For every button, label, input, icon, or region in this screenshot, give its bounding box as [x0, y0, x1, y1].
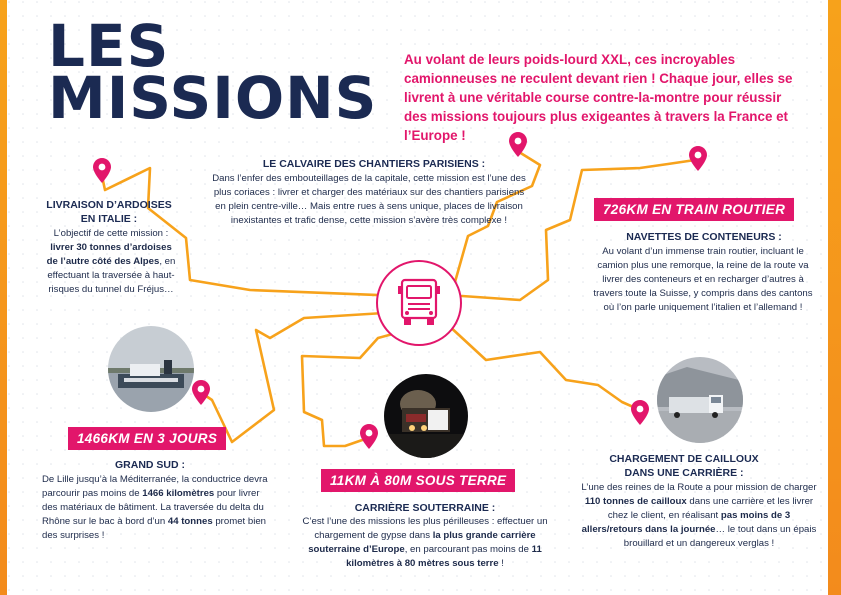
quarry-truck-photo: [657, 357, 743, 443]
title-line-missions: MISSIONS: [48, 64, 378, 132]
page-title: [48, 12, 378, 132]
mission-italie-heading: LIVRAISON D’ARDOISES EN ITALIE :: [46, 199, 172, 225]
mission-sud-heading: GRAND SUD :: [115, 459, 185, 471]
sud-distance-banner: 1466KM EN 3 JOURS: [68, 427, 226, 450]
underground-quarry-photo: [384, 374, 468, 458]
mission-sud-text: De Lille jusqu’à la Méditerranée, la conductrice devra parcourir pas moins de 1466 kilomètres pour livrer des matériaux de bâtiment. La traversée du delta du Rhône sur le bac à bord d’un 44 tonnes promet bien des surprises !: [42, 474, 268, 541]
mission-cailloux-text: L’une des reines de la Route a pour mission de charger 110 tonnes de cailloux dans une carrière et les livrer chez le client, en réalisant pas moins de 3 allers/retours dans la journée… le tout dans un épais brouillard et un dangereux verglas !: [581, 482, 817, 549]
title-line-les: LES: [48, 12, 170, 80]
truck-icon: [372, 256, 466, 350]
map-pin-icon: [689, 146, 707, 171]
mission-paris-text: Dans l’enfer des embouteillages de la capitale, cette mission est l’une des plus coriaces : livrer et charger des matériaux sur des chantiers parisiens en plein centre-ville… Mais entre rues à sens unique, places de livraison inexistantes et trafic dense, cette mission s’avère très complexe !: [212, 173, 526, 226]
ferry-photo: [108, 326, 194, 412]
mission-paris-heading: LE CALVAIRE DES CHANTIERS PARISIENS :: [262, 158, 486, 170]
mission-conteneurs-text: Au volant d’un immense train routier, incluant le camion plus une remorque, la reine de la route va livrer des conteneurs et en recharger d’autres à travers toute la Suisse, y compris dans des cantons où l’on parle uniquement l’italien et l’allemand !: [593, 246, 813, 313]
mission-souterraine-text: C’est l’une des missions les plus périlleuses : effectuer un chargement de gypse dans la plus grande carrière souterraine d’Europe, en parcourant pas moins de 11 kilomètres à 80 mètres sous terre !: [302, 516, 548, 569]
mission-cailloux-heading: CHARGEMENT DE CAILLOUX DANS UNE CARRIÈRE :: [609, 453, 759, 479]
map-pin-icon: [509, 132, 527, 157]
map-pin-icon: [360, 424, 378, 449]
mission-souterraine-heading: CARRIÈRE SOUTERRAINE :: [354, 502, 496, 514]
conteneurs-distance-banner: 726KM EN TRAIN ROUTIER: [594, 198, 794, 221]
intro-text: Au volant de leurs poids-lourd XXL, ces incroyables camionneuses ne reculent devant rien ! Chaque jour, elles se livrent à une véritable course contre-la-montre pour réussir des missions toujours plus exigeantes à travers la France et l’Europe !: [404, 52, 793, 143]
map-pin-icon: [93, 158, 111, 183]
souterraine-distance-banner: 11KM À 80M SOUS TERRE: [321, 469, 515, 492]
map-pin-icon: [192, 380, 210, 405]
map-pin-icon: [631, 400, 649, 425]
mission-conteneurs-heading: NAVETTES DE CONTENEURS :: [626, 231, 782, 243]
mission-italie-text: L’objectif de cette mission : livrer 30 tonnes d’ardoises de l’autre côté des Alpes, en effectuant la traversée à haut-risques du tunnel du Fréjus…: [46, 228, 176, 295]
